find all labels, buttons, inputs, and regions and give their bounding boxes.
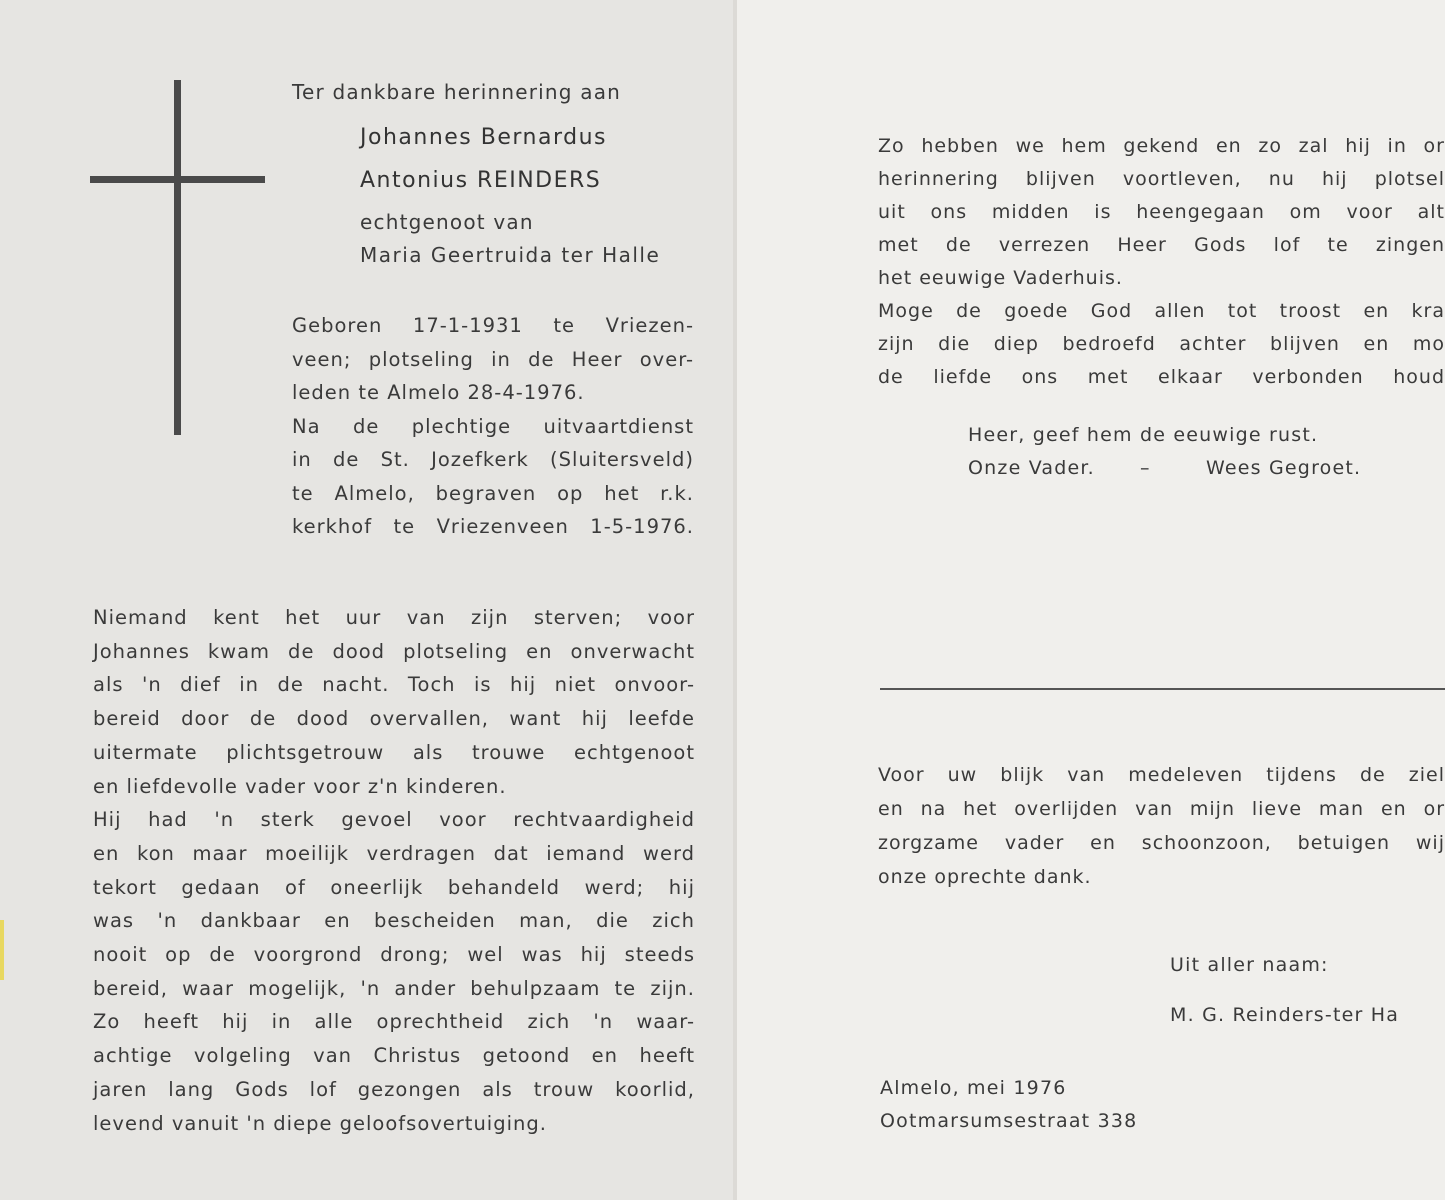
remembrance-line: Zo hebben we hem gekend en zo zal hij in or	[878, 135, 1445, 157]
biography-line: kerkhof te Vriezenveen 1-5-1976.	[292, 515, 694, 538]
thanks-line: onze oprechte dank.	[878, 866, 1092, 888]
biography-line: leden te Almelo 28-4-1976.	[292, 381, 585, 404]
memorial-line: Hij had 'n sterk gevoel voor rechtvaardigheid	[93, 808, 695, 832]
prayer-line1: Heer, geef hem de eeuwige rust.	[968, 424, 1319, 446]
deceased-name-line1: Johannes Bernardus	[360, 125, 607, 150]
memorial-line: Zo heeft hij in alle oprechtheid zich 'n waar-	[93, 1010, 695, 1034]
divider-line	[880, 688, 1445, 690]
memorial-line: als 'n dief in de nacht. Toch is hij niet onvoor-	[93, 673, 695, 697]
memorial-line: uitermate plichtsgetrouw als trouwe echtgenoot	[93, 740, 695, 764]
remembrance-line: Moge de goede God allen tot troost en kra	[878, 300, 1445, 322]
biography-line: Geboren 17-1-1931 te Vriezen-	[292, 314, 694, 337]
street-address: Ootmarsumsestraat 338	[880, 1110, 1138, 1132]
memorial-line: was 'n dankbaar en bescheiden man, die zich	[93, 909, 695, 933]
biography-line: veen; plotseling in de Heer over-	[292, 347, 694, 371]
biography-line: te Almelo, begraven op het r.k.	[292, 481, 694, 505]
place-date: Almelo, mei 1976	[880, 1077, 1067, 1099]
remembrance-line: zijn die diep bedroefd achter blijven en mo	[878, 333, 1445, 355]
deceased-name-line2: Antonius REINDERS	[360, 168, 602, 193]
memorial-line: en kon maar moeilijk verdragen dat iemand werd	[93, 841, 695, 865]
remembrance-line: herinnering blijven voortleven, nu hij plotsel	[878, 168, 1445, 190]
thanks-line: zorgzame vader en schoonzoon, betuigen wij	[878, 832, 1445, 854]
biography-line: Na de plechtige uitvaartdienst	[292, 414, 694, 438]
spouse-name: Maria Geertruida ter Halle	[360, 243, 661, 267]
memorial-line: levend vanuit 'n diepe geloofsovertuiging.	[93, 1111, 547, 1135]
edge-mark	[0, 920, 4, 980]
spouse-label: echtgenoot van	[360, 210, 534, 234]
remembrance-line: de liefde ons met elkaar verbonden houd	[878, 366, 1445, 388]
biography-block	[292, 309, 694, 544]
memorial-line: nooit op de voorgrond drong; wel was hij steeds	[93, 943, 695, 967]
memorial-line: en liefdevolle vader voor z'n kinderen.	[93, 774, 507, 798]
memorial-line: Johannes kwam de dood plotseling en onverwacht	[93, 639, 695, 663]
biography-line: in de St. Jozefkerk (Sluitersveld)	[292, 448, 694, 471]
thanks-line: Voor uw blijk van medeleven tijdens de ziel	[878, 764, 1445, 786]
prayer-dash: –	[1140, 457, 1151, 479]
signature-name: M. G. Reinders-ter Ha	[1170, 1004, 1400, 1026]
remembrance-line: met de verrezen Heer Gods lof te zingen	[878, 234, 1445, 256]
page-fold	[733, 0, 737, 1200]
cross-vertical-beam	[174, 80, 181, 435]
prayer-wees-gegroet: Wees Gegroet.	[1206, 457, 1362, 479]
cross-horizontal-beam	[90, 176, 265, 183]
remembrance-block	[878, 130, 1445, 394]
thanks-block	[878, 758, 1445, 894]
memorial-line: bereid, waar mogelijk, 'n ander behulpzaam te zijn.	[93, 976, 695, 1000]
thanks-line: en na het overlijden van mijn lieve man en or	[878, 798, 1445, 820]
memorial-line: jaren lang Gods lof gezongen als trouw koorlid,	[93, 1077, 695, 1101]
intro-text: Ter dankbare herinnering aan	[292, 80, 622, 104]
remembrance-line: het eeuwige Vaderhuis.	[878, 267, 1123, 289]
memorial-line: bereid door de dood overvallen, want hij leefde	[93, 707, 695, 731]
memorial-line: Niemand kent het uur van zijn sterven; voor	[93, 606, 695, 629]
memorial-block	[93, 601, 695, 1140]
prayer-onze-vader: Onze Vader.	[968, 457, 1095, 479]
memorial-line: tekort gedaan of oneerlijk behandeld werd; hij	[93, 875, 695, 899]
memorial-line: achtige volgeling van Christus getoond en heeft	[93, 1044, 695, 1068]
remembrance-line: uit ons midden is heengegaan om voor alt	[878, 201, 1445, 223]
signature-label: Uit aller naam:	[1170, 954, 1329, 976]
